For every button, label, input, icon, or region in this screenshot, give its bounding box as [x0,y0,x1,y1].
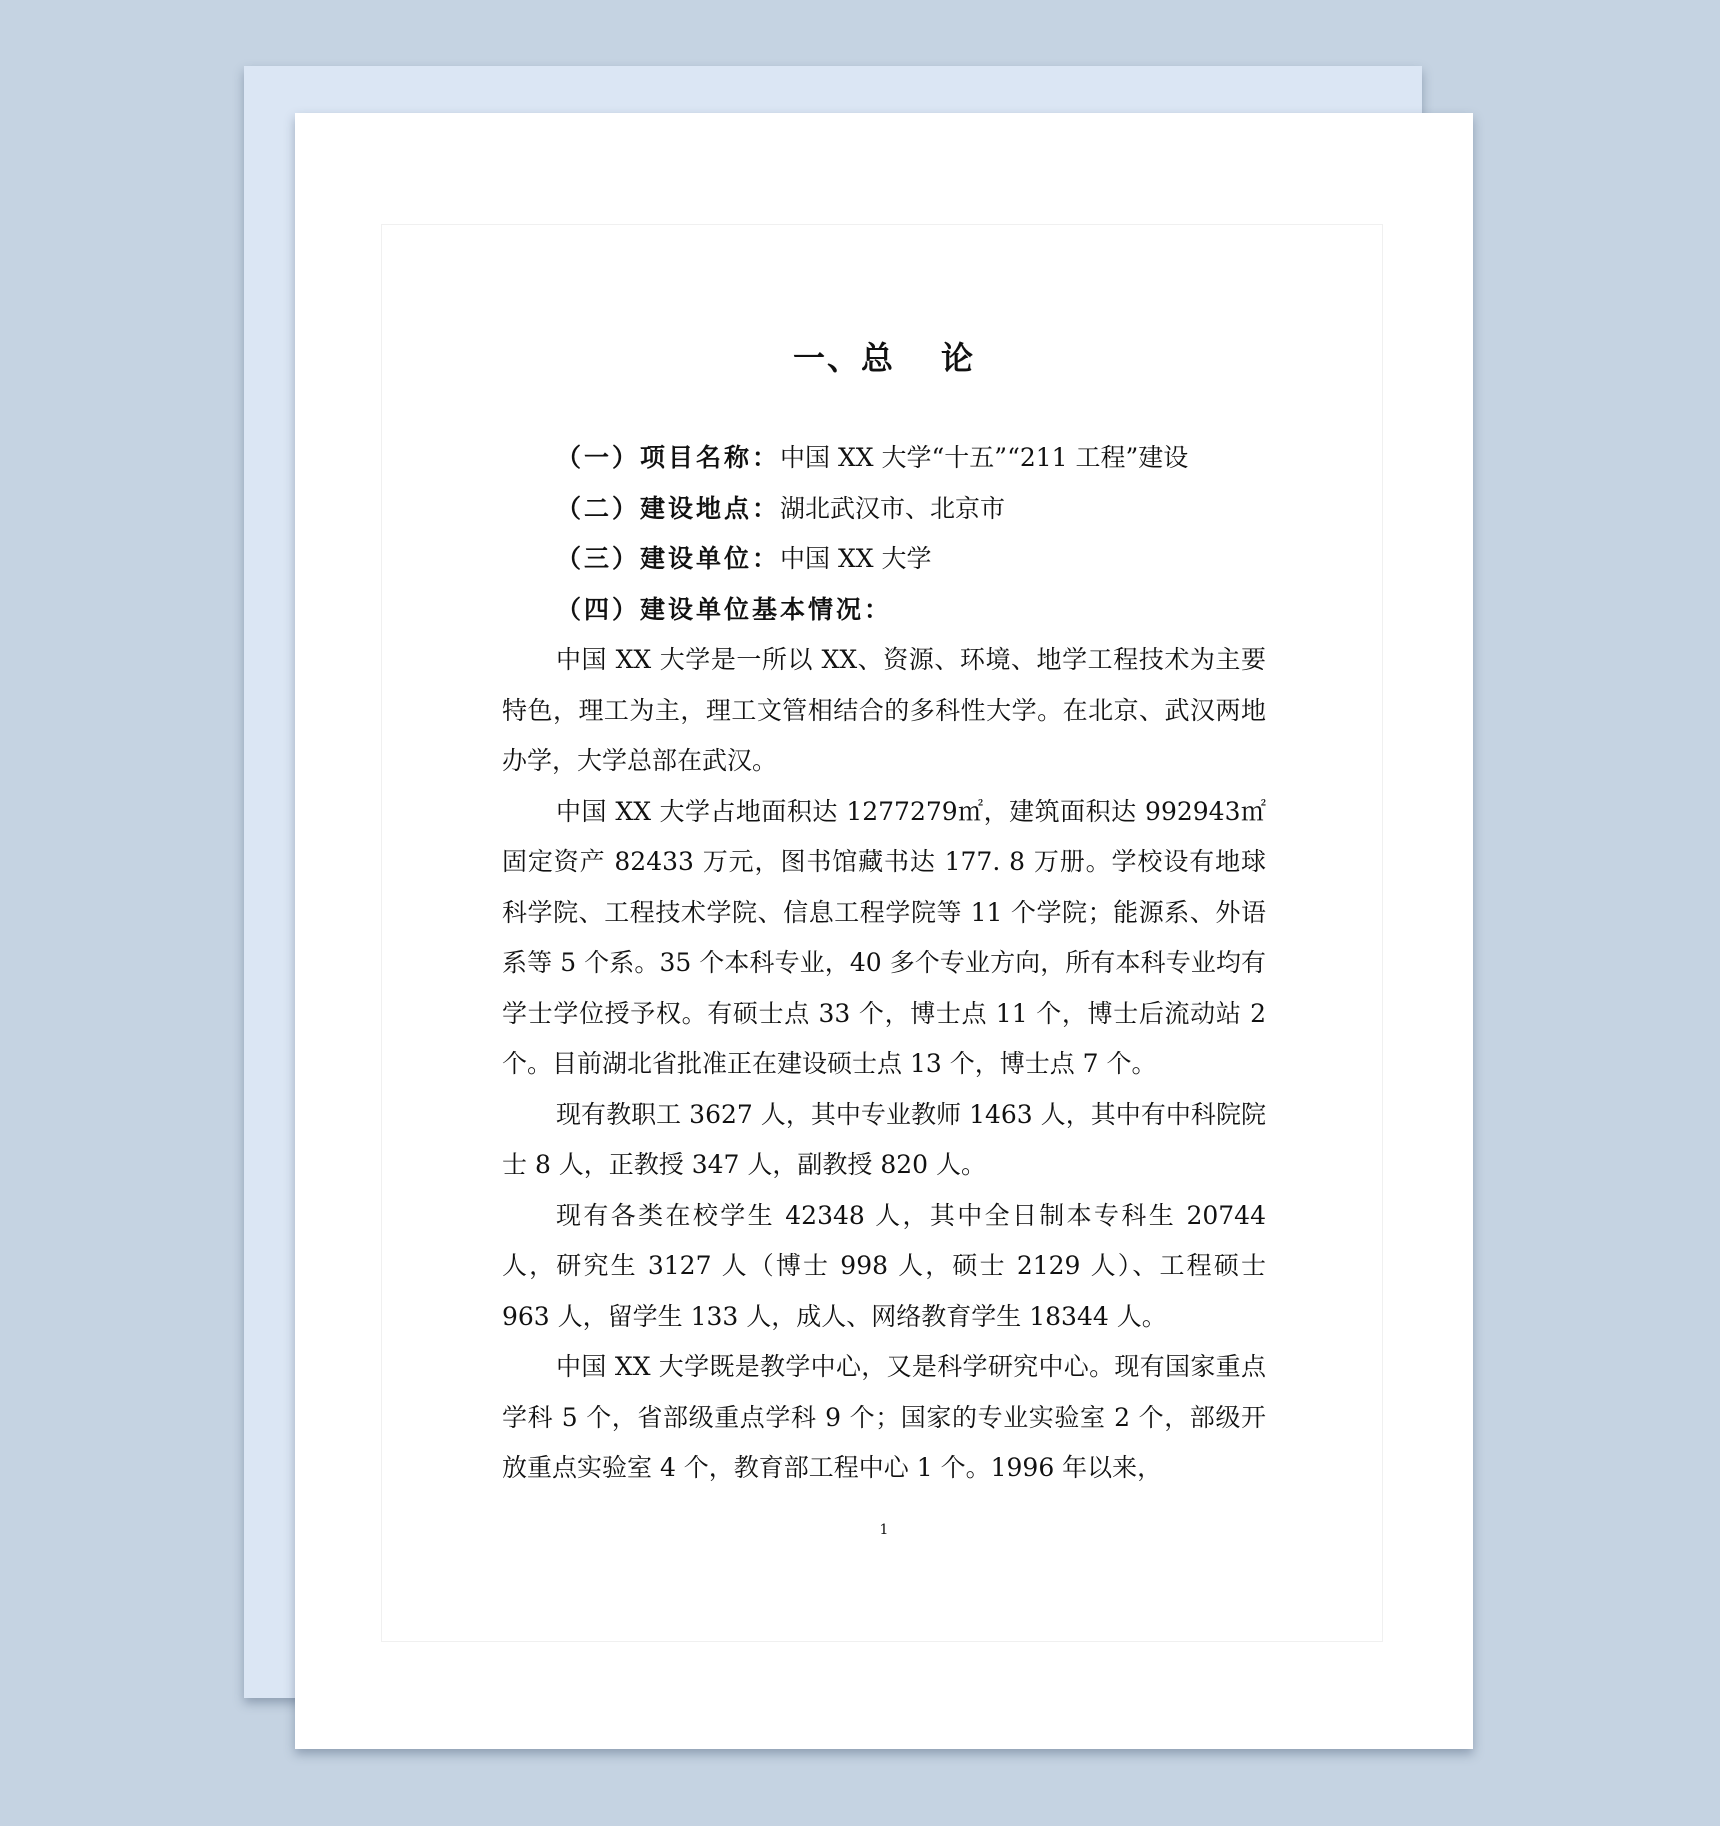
info-label: （四）建设单位基本情况： [556,594,893,624]
info-label: （一）项目名称： [556,443,781,472]
info-item-location [502,484,1266,535]
info-item-project-name [502,433,1266,484]
body-paragraph: 现有教职工 3627 人，其中专业教师 1463 人，其中有中科院院士 8 人，正教授 347 人，副教授 820 人。 [502,1099,1266,1179]
body-paragraph: 中国 XX 大学是一所以 XX、资源、环境、地学工程技术为主要特色，理工为主，理工文管相结合的多科性大学。在北京、武汉两地办学，大学总部在武汉。 [502,645,1266,775]
title-part-1: 一、总 [792,339,895,377]
page-number: 1 [879,1522,889,1538]
page-title [502,338,1266,378]
info-value: 中国 XX 大学“十五”“211 工程”建设 [780,443,1189,472]
document-page [295,113,1473,1749]
info-value: 湖北武汉市、北京市 [780,493,1006,523]
info-value: 中国 XX 大学 [780,544,932,573]
title-part-2: 论 [941,339,976,377]
page-content [502,338,1266,1494]
body-paragraph: 现有各类在校学生 42348 人，其中全日制本专科生 20744 人，研究生 3127 人（博士 998 人，硕士 2129 人）、工程硕士 963 人，留学生 133 人，成人、网络教育学生 18344 人。 [502,1200,1266,1331]
info-label: （二）建设地点： [556,493,781,523]
body-paragraph: 中国 XX 大学占地面积达 1277279㎡，建筑面积达 992943㎡固定资产 82433 万元，图书馆藏书达 177. 8 万册。学校设有地球科学院、工程技术学院、信息工程学院等 11 个学院；能源系、外语系等 5 个系。35 个本科专业，40 多个专业方向，所有本科专业均有学士学位授予权。有硕士点 33 个，博士点 11 个，博士后流动站 2 个。目前湖北省批准正在建设硕士点 13 个，博士点 7 个。 [502,796,1266,1078]
info-label: （三）建设单位： [556,544,781,573]
info-item-unit-overview [502,585,1266,636]
body-paragraph: 中国 XX 大学既是教学中心，又是科学研究中心。现有国家重点学科 5 个，省部级重点学科 9 个；国家的专业实验室 2 个，部级开放重点实验室 4 个，教育部工程中心 1 个。1996 年以来， [502,1352,1266,1482]
info-item-unit [502,534,1266,585]
